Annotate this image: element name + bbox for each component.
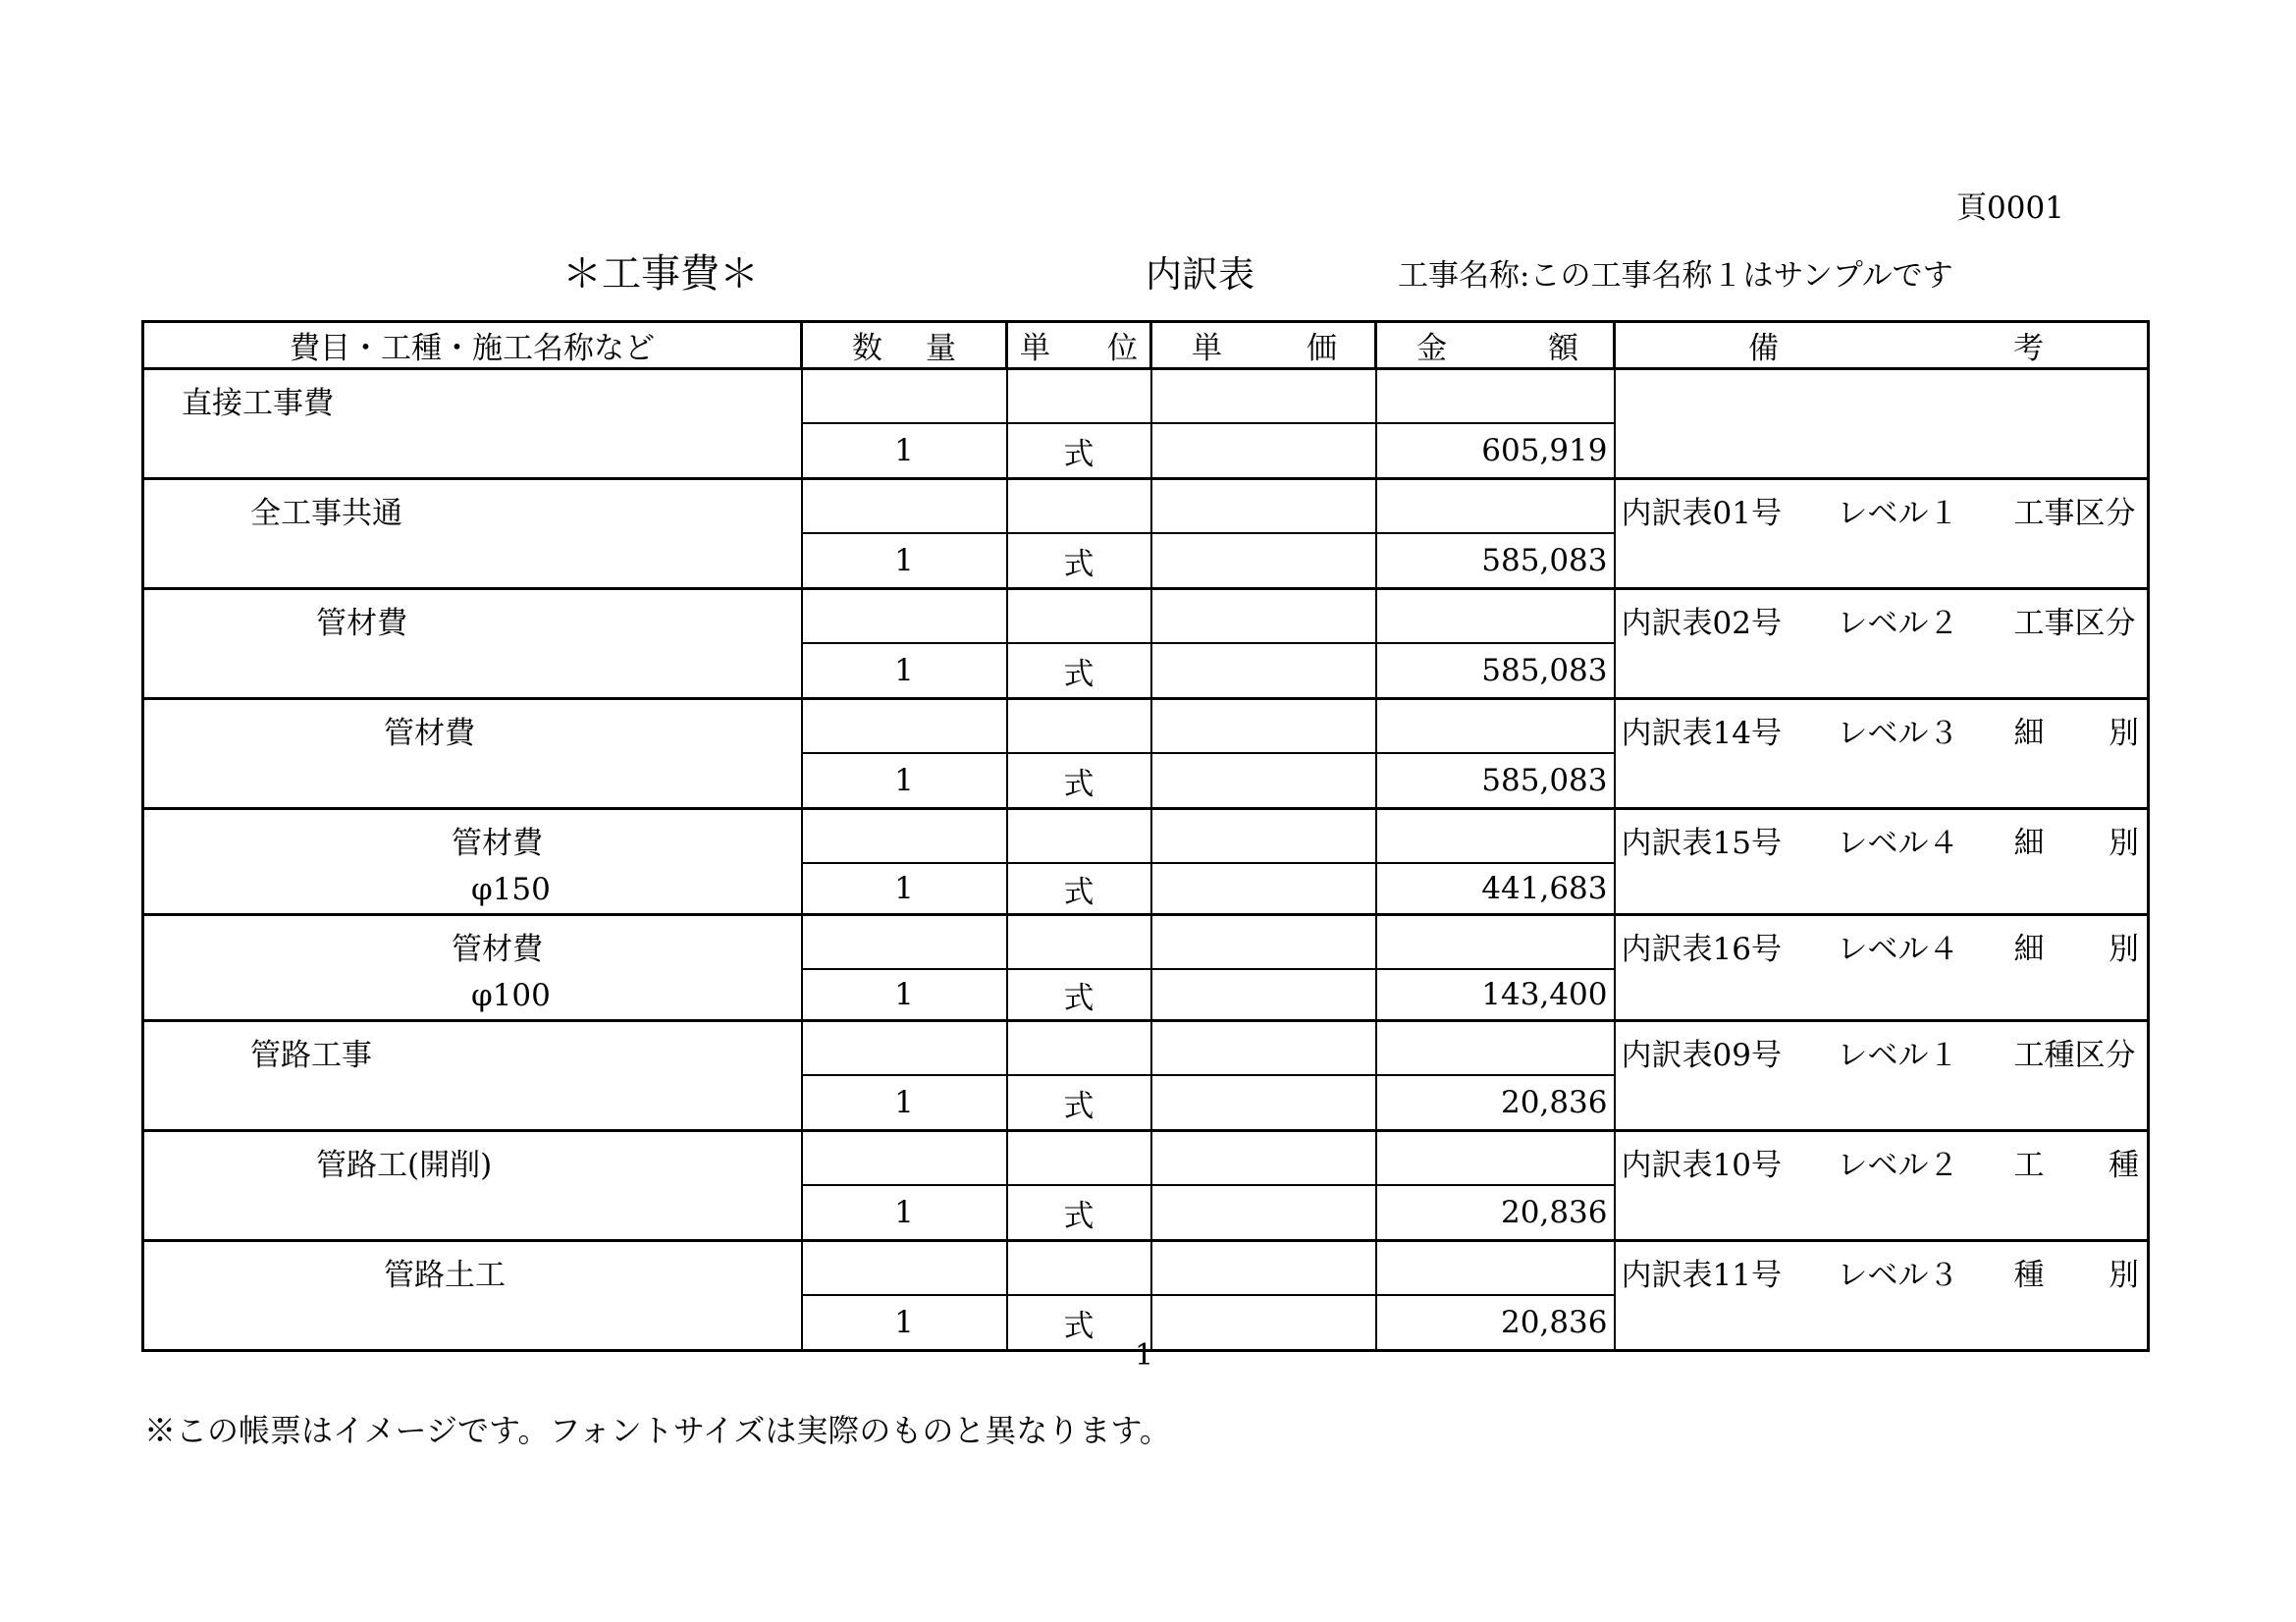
remark-sheet-no: 内訳表15号	[1621, 826, 1782, 861]
header-qty: 数 量	[802, 322, 1007, 369]
unit-price-cell	[1151, 969, 1376, 1021]
table-row	[143, 369, 2149, 424]
header-remarks: 備 考	[1615, 322, 2149, 369]
unit-empty	[1007, 479, 1151, 534]
unit-price-cell	[1151, 1075, 1376, 1131]
item-name-cell	[143, 809, 802, 915]
amount-cell: 585,083	[1376, 533, 1615, 589]
amount-empty	[1376, 369, 1615, 424]
unit-price-cell	[1151, 643, 1376, 699]
qty-cell: 1	[802, 1185, 1007, 1241]
remark-cell	[1615, 479, 2149, 589]
qty-empty	[802, 479, 1007, 534]
header-unit-price: 単 価	[1151, 322, 1376, 369]
amount-empty	[1376, 1021, 1615, 1076]
item-name: 直接工事費	[182, 386, 334, 421]
amount-empty	[1376, 915, 1615, 970]
remark-sheet-no: 内訳表11号	[1621, 1258, 1782, 1293]
table-row	[143, 1241, 2149, 1296]
qty-empty	[802, 1131, 1007, 1186]
amount-cell: 441,683	[1376, 863, 1615, 915]
page-number: 頁0001	[1956, 190, 2064, 226]
remark-cell	[1615, 369, 2149, 479]
price-empty	[1151, 1021, 1376, 1076]
amount-empty	[1376, 809, 1615, 864]
document-title: 内訳表	[1146, 253, 1255, 296]
remark-category: 工事区分	[2013, 496, 2136, 531]
unit-cell: 式	[1007, 753, 1151, 809]
unit-cell: 式	[1007, 423, 1151, 479]
remark-cell	[1615, 809, 2149, 915]
price-empty	[1151, 589, 1376, 644]
qty-cell: 1	[802, 863, 1007, 915]
remark-sheet-no: 内訳表14号	[1621, 716, 1782, 751]
amount-cell: 605,919	[1376, 423, 1615, 479]
remark-category: 工事区分	[2013, 606, 2136, 641]
amount-cell: 585,083	[1376, 753, 1615, 809]
breakdown-table	[141, 320, 2150, 1352]
unit-empty	[1007, 1241, 1151, 1296]
unit-cell: 式	[1007, 533, 1151, 589]
item-name-cell	[143, 589, 802, 699]
project-name	[1398, 250, 1953, 295]
table-row	[143, 1021, 2149, 1076]
unit-cell: 式	[1007, 969, 1151, 1021]
remark-cell	[1615, 1241, 2149, 1351]
table-row	[143, 479, 2149, 534]
remark-level: レベル３	[1837, 716, 1959, 751]
item-spec: φ150	[471, 872, 551, 907]
unit-empty	[1007, 589, 1151, 644]
remark-category-2: 別	[2109, 932, 2139, 967]
header-amount: 金 額	[1376, 322, 1615, 369]
header-row	[143, 322, 2149, 369]
unit-cell: 式	[1007, 863, 1151, 915]
amount-empty	[1376, 1131, 1615, 1186]
qty-empty	[802, 589, 1007, 644]
item-name-cell	[143, 1131, 802, 1241]
item-name-cell	[143, 369, 802, 479]
amount-cell: 143,400	[1376, 969, 1615, 1021]
amount-cell: 20,836	[1376, 1185, 1615, 1241]
item-name-cell	[143, 1021, 802, 1131]
remark-category: 細	[2013, 932, 2045, 967]
price-empty	[1151, 369, 1376, 424]
remark-level: レベル２	[1837, 1148, 1959, 1183]
table-row	[143, 809, 2149, 864]
unit-empty	[1007, 699, 1151, 754]
remark-cell	[1615, 1021, 2149, 1131]
qty-cell: 1	[802, 533, 1007, 589]
remark-sheet-no: 内訳表16号	[1621, 932, 1782, 967]
qty-cell: 1	[802, 423, 1007, 479]
item-name-cell	[143, 699, 802, 809]
remark-category: 細	[2013, 826, 2045, 861]
item-name: 全工事共通	[250, 496, 402, 531]
item-name-cell	[143, 479, 802, 589]
qty-cell: 1	[802, 969, 1007, 1021]
amount-empty	[1376, 1241, 1615, 1296]
unit-empty	[1007, 1131, 1151, 1186]
footer-page-number: 1	[1135, 1338, 1154, 1373]
amount-cell: 585,083	[1376, 643, 1615, 699]
remark-sheet-no: 内訳表10号	[1621, 1148, 1782, 1183]
item-name: 管路工事	[250, 1038, 372, 1073]
qty-cell: 1	[802, 1075, 1007, 1131]
item-name-cell	[143, 1241, 802, 1351]
remark-category: 工	[2013, 1148, 2045, 1183]
unit-cell: 式	[1007, 1075, 1151, 1131]
table-row	[143, 915, 2149, 970]
remark-cell	[1615, 589, 2149, 699]
remark-category: 細	[2013, 716, 2045, 751]
remark-level: レベル４	[1837, 932, 1959, 967]
remark-sheet-no: 内訳表01号	[1621, 496, 1782, 531]
remark-cell	[1615, 915, 2149, 1021]
document-category-title: ＊工事費＊	[562, 251, 759, 297]
unit-price-cell	[1151, 863, 1376, 915]
qty-empty	[802, 915, 1007, 970]
unit-price-cell	[1151, 753, 1376, 809]
table-row	[143, 699, 2149, 754]
project-label: 工事名称:	[1398, 258, 1530, 294]
price-empty	[1151, 1131, 1376, 1186]
qty-empty	[802, 369, 1007, 424]
table-row	[143, 1131, 2149, 1186]
remark-level: レベル１	[1837, 1038, 1959, 1073]
price-empty	[1151, 915, 1376, 970]
unit-empty	[1007, 369, 1151, 424]
qty-cell: 1	[802, 753, 1007, 809]
item-spec: φ100	[471, 978, 551, 1013]
unit-price-cell	[1151, 1185, 1376, 1241]
item-name-cell	[143, 915, 802, 1021]
price-empty	[1151, 1241, 1376, 1296]
header-name: 費目・工種・施工名称など	[143, 322, 802, 369]
unit-cell: 式	[1007, 1295, 1151, 1351]
unit-empty	[1007, 915, 1151, 970]
amount-empty	[1376, 699, 1615, 754]
unit-price-cell	[1151, 1295, 1376, 1351]
remark-sheet-no: 内訳表09号	[1621, 1038, 1782, 1073]
amount-cell: 20,836	[1376, 1075, 1615, 1131]
qty-cell: 1	[802, 1295, 1007, 1351]
remark-category-2: 種	[2109, 1148, 2139, 1183]
qty-empty	[802, 1021, 1007, 1076]
remark-category: 種	[2013, 1258, 2045, 1293]
remark-level: レベル１	[1837, 496, 1959, 531]
remark-category-2: 別	[2109, 826, 2139, 861]
item-name: 管材費	[452, 826, 543, 861]
unit-cell: 式	[1007, 1185, 1151, 1241]
amount-empty	[1376, 589, 1615, 644]
qty-empty	[802, 809, 1007, 864]
remark-level: レベル３	[1837, 1258, 1959, 1293]
table-row	[143, 589, 2149, 644]
unit-empty	[1007, 1021, 1151, 1076]
remark-level: レベル４	[1837, 826, 1959, 861]
amount-cell: 20,836	[1376, 1295, 1615, 1351]
unit-cell: 式	[1007, 643, 1151, 699]
remark-category-2: 別	[2109, 716, 2139, 751]
price-empty	[1151, 479, 1376, 534]
qty-empty	[802, 699, 1007, 754]
project-value: この工事名称１はサンプルです	[1529, 258, 1953, 294]
unit-price-cell	[1151, 533, 1376, 589]
qty-empty	[802, 1241, 1007, 1296]
item-name: 管材費	[452, 932, 543, 967]
price-empty	[1151, 809, 1376, 864]
unit-empty	[1007, 809, 1151, 864]
item-name: 管材費	[316, 606, 407, 641]
remark-cell	[1615, 1131, 2149, 1241]
item-name: 管路土工	[384, 1258, 506, 1293]
unit-price-cell	[1151, 423, 1376, 479]
amount-empty	[1376, 479, 1615, 534]
remark-cell	[1615, 699, 2149, 809]
disclaimer-note: ※この帳票はイメージです。フォントサイズは実際のものと異なります。	[144, 1412, 1171, 1449]
qty-cell: 1	[802, 643, 1007, 699]
header-unit: 単 位	[1007, 322, 1151, 369]
remark-level: レベル２	[1837, 606, 1959, 641]
remark-sheet-no: 内訳表02号	[1621, 606, 1782, 641]
item-name: 管材費	[384, 716, 475, 751]
remark-category-2: 別	[2109, 1258, 2139, 1293]
item-name: 管路工(開削)	[316, 1148, 493, 1183]
remark-category: 工種区分	[2013, 1038, 2136, 1073]
price-empty	[1151, 699, 1376, 754]
